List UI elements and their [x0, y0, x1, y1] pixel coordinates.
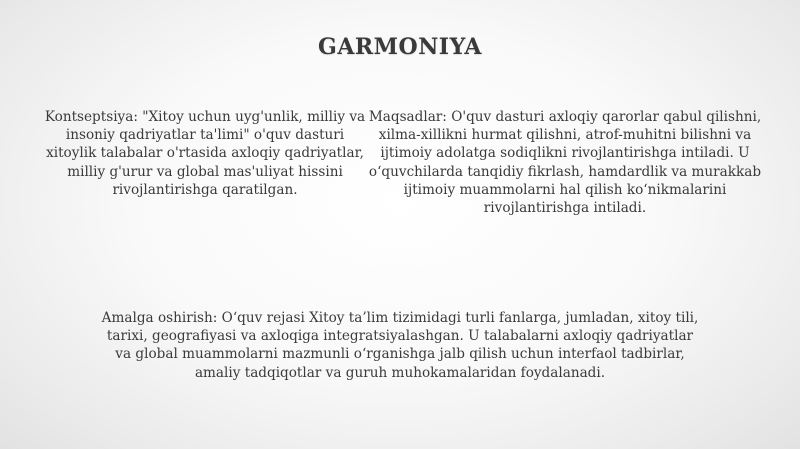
goals-paragraph: Maqsadlar: O'quv dasturi axloqiy qarorlar qabul qilishni, xilma-xillikni hurmat qilishni, atrof-muhitni bilishni va ijtimoiy adolatga sodiqlikni rivojlantirishga intiladi. U o‘quvchilarda tanqidiy fikrlash, hamdardlik va murakkab ijtimoiy muammolarni hal qilish ko‘nikmalarini rivojlantirishga intiladi. — [368, 109, 762, 217]
concept-paragraph: Kontseptsiya: "Xitoy uchun uyg'unlik, milliy va insoniy qadriyatlar ta'limi" o'quv dasturi xitoylik talabalar o'rtasida axloqiy qadriyatlar, milliy g'urur va global mas'uliyat hissini rivojlantirishga qaratilgan. — [44, 109, 366, 198]
slide-title: GARMONIYA — [318, 34, 482, 60]
implementation-paragraph: Amalga oshirish: O‘quv rejasi Xitoy ta’lim tizimidagi turli fanlarga, jumladan, xitoy tili, tarixi, geografiyasi va axloqiga integratsiyalashgan. U talabalarni axloqiy qadriyatlar va global muammolarni mazmunli o‘rganishga jalb qilish uchun interfaol tadbirlar, amaliy tadqiqotlar va guruh muhokamalaridan foydalanadi. — [101, 310, 699, 381]
